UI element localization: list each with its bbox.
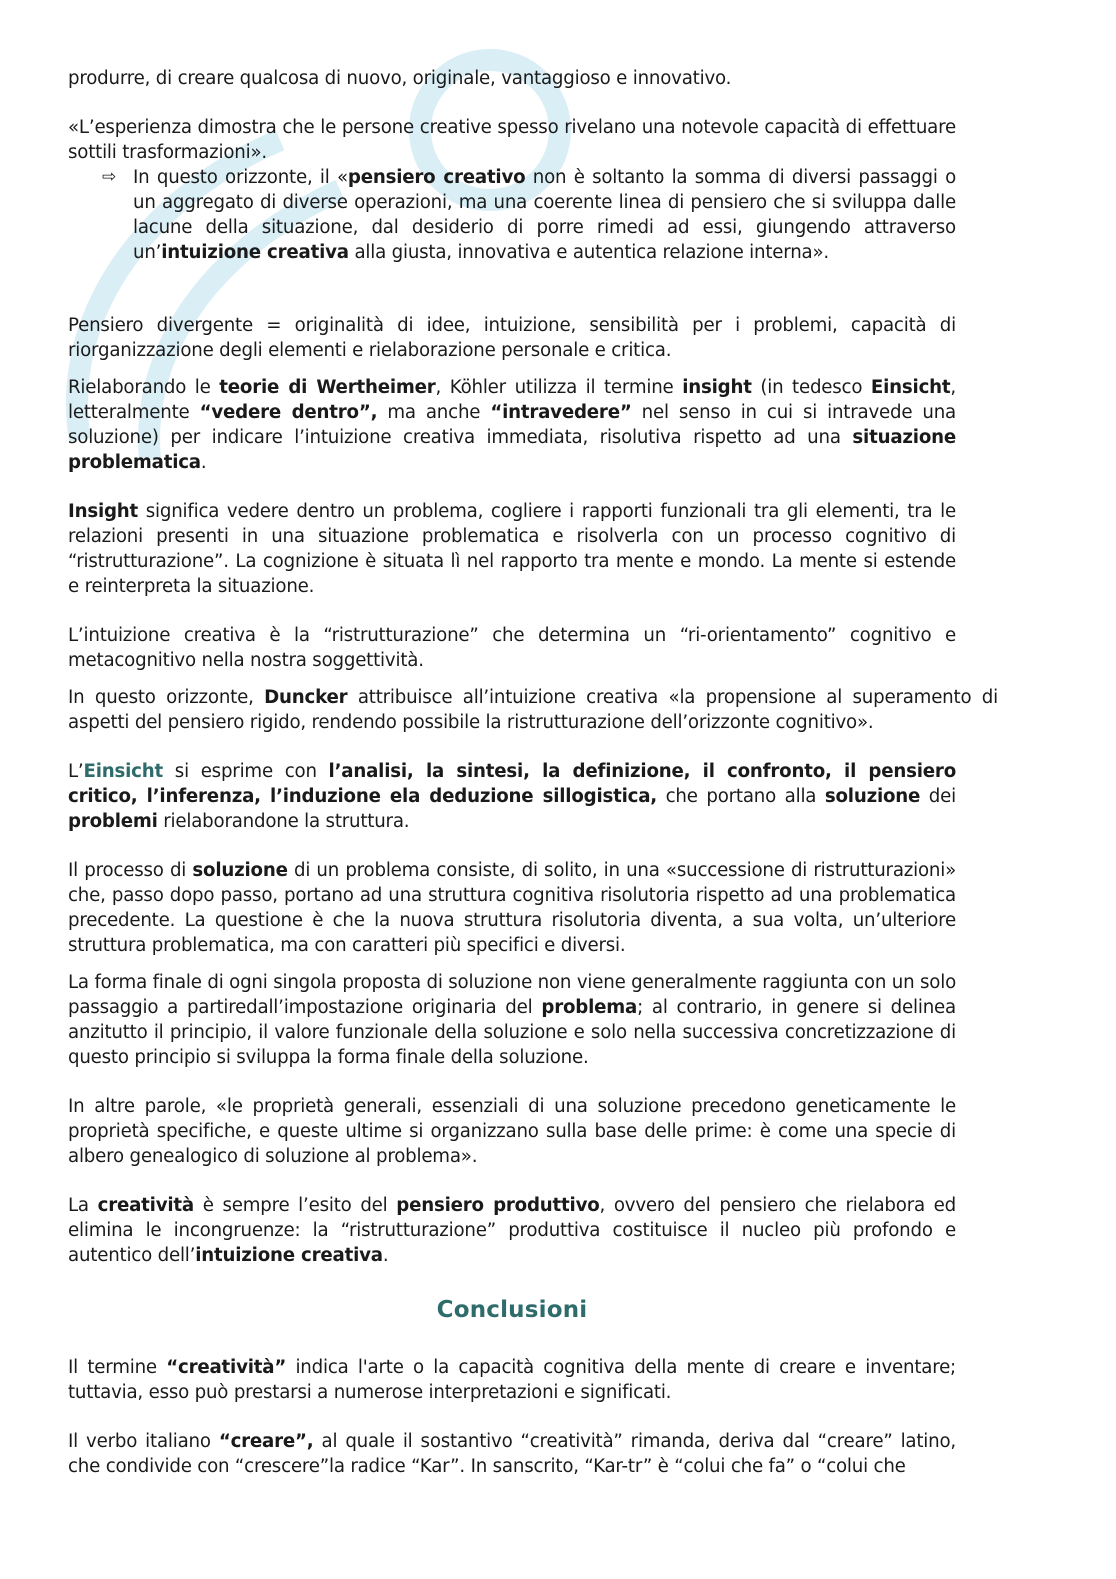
paragraph-insight-definition: Rielaborando le teorie di Wertheimer, Köhler utilizza il termine insight (in tedesco Einsicht, letteralmente “vedere dentro”, ma anche “intravedere” nel senso in cui si intravede una soluzione) per indicare l’intuizione creativa immediata, risolutiva rispetto ad una situazione problematica. — [68, 377, 957, 473]
paragraph-solution-process: Il processo di soluzione di un problema consiste, di solito, in una «successione di ristrutturazioni» che, passo dopo passo, portano ad una struttura cognitiva risolutoria rispetto ad una problematica precedente. La questione è che la nuova struttura risolutoria diventa, a sua volta, un’ulteriore struttura problematica, ma con caratteri più specifici e diversi. — [68, 860, 956, 956]
paragraph-restructuring: L’intuizione creativa è la “ristrutturazione” che determina un “ri-orientamento” cognitivo e metacognitivo nella nostra soggettività. — [68, 625, 956, 671]
bullet-text: In questo orizzonte, il «pensiero creativo non è soltanto la somma di diversi passaggi o un aggregato di diverse operazioni, ma una coerente linea di pensiero che si sviluppa dalle lacune della situazione, dal desiderio di porre rimedi ad essi, giungendo attraverso un’intuizione creativa alla giusta, innovativa e autentica relazione interna». — [133, 167, 956, 263]
paragraph-einsicht: L’Einsicht si esprime con l’analisi, la sintesi, la definizione, il confronto, il pensiero critico, l’inferenza, l’induzione ela deduzione sillogistica, che portano alla soluzione dei problemi rielaborandone la struttura. — [68, 761, 956, 832]
paragraph-intro: produrre, di creare qualcosa di nuovo, originale, vantaggioso e innovativo. — [68, 68, 732, 89]
paragraph-creativity-outcome: La creatività è sempre l’esito del pensiero produttivo, ovvero del pensiero che rielabora ed elimina le incongruenze: la “ristrutturazione” produttiva costituisce il nucleo più profondo e autentico dell’intuizione creativa. — [68, 1195, 957, 1266]
paragraph-final-form: La forma finale di ogni singola proposta di soluzione non viene generalmente raggiunta con un solo passaggio a partiredall’impostazione originaria del problema; al contrario, in genere si delinea anzitutto il principio, il valore funzionale della soluzione e solo nella successiva concretizzazione di questo principio si sviluppa la forma finale della soluzione. — [68, 972, 956, 1068]
paragraph-quote: «L’esperienza dimostra che le persone creative spesso rivelano una notevole capacità di effettuare sottili trasformazioni». — [68, 117, 956, 163]
paragraph-creare-etymology: Il verbo italiano “creare”, al quale il sostantivo “creatività” rimanda, deriva dal “creare” latino, che condivide con “crescere”la radice “Kar”. In sanscrito, “Kar-tr” è “colui che fa” o “colui che — [68, 1431, 956, 1477]
paragraph-insight-meaning: Insight significa vedere dentro un problema, cogliere i rapporti funzionali tra gli elementi, tra le relazioni presenti in una situazione problematica e risolverla con un processo cognitivo di “ristrutturazione”. La cognizione è situata lì nel rapporto tra mente e mondo. La mente si estende e reinterpreta la situazione. — [68, 501, 956, 597]
paragraph-creativity-term: Il termine “creatività” indica l'arte o la capacità cognitiva della mente di creare e inventare; tuttavia, esso può prestarsi a numerose interpretazioni e significati. — [68, 1357, 956, 1403]
hollow-right-arrow-icon: ⇨ — [102, 167, 117, 187]
paragraph-general-properties: In altre parole, «le proprietà generali, essenziali di una soluzione precedono geneticamente le proprietà specifiche, e queste ultime si organizzano sulla base delle prime: è come una specie di albero genealogico di soluzione al problema». — [68, 1096, 956, 1167]
paragraph-divergent-thinking: Pensiero divergente = originalità di idee, intuizione, sensibilità per i problemi, capacità di riorganizzazione degli elementi e rielaborazione personale e critica. — [68, 315, 956, 361]
bullet-item — [102, 165, 956, 265]
section-heading-conclusioni: Conclusioni — [436, 1297, 588, 1323]
paragraph-duncker: In questo orizzonte, Duncker attribuisce all’intuizione creativa «la propensione al superamento di aspetti del pensiero rigido, rendendo possibile la ristrutturazione dell’orizzonte cognitivo». — [68, 687, 998, 733]
